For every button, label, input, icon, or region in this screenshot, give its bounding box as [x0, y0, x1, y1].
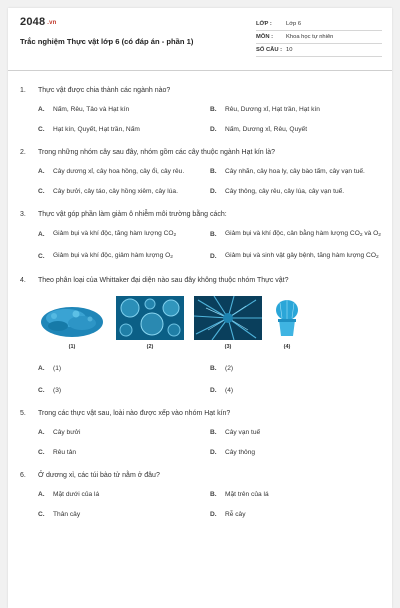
page-header: [8, 8, 392, 70]
image-3: (3): [194, 296, 262, 350]
option-c[interactable]: C. Rêu tản: [38, 449, 77, 456]
option-b[interactable]: B. Mặt trên của lá: [210, 491, 269, 498]
option-a[interactable]: A. (1): [38, 365, 62, 372]
question-number: 6.: [20, 472, 26, 479]
option-c[interactable]: C. Hạt kín, Quyết, Hạt trần, Nấm: [38, 126, 140, 133]
question-number: 1.: [20, 87, 26, 94]
question-text: Theo phân loại của Whittaker đại diện nào sau đây không thuộc nhóm Thực vật?: [38, 277, 289, 284]
option-d[interactable]: D. Giảm bụi và sinh vật gây bệnh, tăng hàm lượng $CO_2$: [210, 252, 379, 260]
meta-row-subject: MÔN : Khoa học tự nhiên: [256, 31, 382, 44]
question-number: 3.: [20, 211, 26, 218]
option-d[interactable]: D. Cây thông: [210, 449, 256, 456]
option-a[interactable]: A. Nấm, Rêu, Tảo và Hạt kín: [38, 106, 130, 113]
question-4: [20, 276, 380, 395]
option-d[interactable]: D. Rễ cây: [210, 511, 246, 518]
image-2: (2): [116, 296, 184, 350]
option-b[interactable]: B. Rêu, Dương xỉ, Hạt trần, Hạt kín: [210, 106, 320, 113]
option-a[interactable]: A. Mặt dưới của lá: [38, 491, 100, 498]
option-d[interactable]: D. (4): [210, 387, 234, 394]
question-1: [20, 86, 380, 134]
question-2: [20, 148, 380, 196]
question-text: Thực vật được chia thành các ngành nào?: [38, 87, 171, 94]
question-6: [20, 471, 380, 519]
site-logo[interactable]: 2048 .vn: [20, 16, 57, 28]
image-1: (1): [38, 296, 106, 350]
meta-row-class: LỚP : Lớp 6: [256, 18, 382, 31]
option-c[interactable]: C. Giảm bụi và khí độc, giảm hàm lượng $O_2$: [38, 252, 173, 260]
option-b[interactable]: B. Cây nhãn, cây hoa ly, cây bào tấm, cây vạn tuế.: [210, 168, 365, 175]
question-5: [20, 409, 380, 457]
algae-cells-image: [116, 296, 184, 340]
option-c[interactable]: C. Thân cây: [38, 511, 81, 518]
document-page: [8, 8, 392, 608]
question-text: Thực vật góp phần làm giảm ô nhiễm môi trường bằng cách:: [38, 211, 227, 218]
potted-cactus-image: [272, 296, 302, 340]
spiky-plant-image: [194, 296, 262, 340]
option-b[interactable]: B. (2): [210, 365, 234, 372]
question-list: [20, 86, 380, 533]
question-3: [20, 210, 380, 262]
page-title: Trắc nghiệm Thực vật lớp 6 (có đáp án - phần 1): [20, 37, 194, 46]
image-4: (4): [272, 296, 302, 350]
option-c[interactable]: C. (3): [38, 387, 62, 394]
header-divider: [8, 70, 392, 71]
option-b[interactable]: B. Giảm bụi và khí độc, cân bằng hàm lượng $CO_2$ và $O_2$: [210, 230, 381, 238]
image-row: [38, 296, 380, 350]
option-a[interactable]: A. Giảm bụi và khí độc, tăng hàm lượng $CO_2$: [38, 230, 177, 238]
question-text: Trong những nhóm cây sau đây, nhóm gồm các cây thuộc ngành Hạt kín là?: [38, 149, 275, 156]
option-c[interactable]: C. Cây bưởi, cây táo, cây hồng xiêm, cây lúa.: [38, 188, 178, 195]
question-text: Trong các thực vật sau, loài nào được xếp vào nhóm Hạt kín?: [38, 410, 231, 417]
option-a[interactable]: A. Cây dương xỉ, cây hoa hồng, cây ổi, cây rêu.: [38, 168, 185, 175]
option-b[interactable]: B. Cây vạn tuế: [210, 429, 261, 436]
option-d[interactable]: D. Cây thông, cây rêu, cây lúa, cây vạn tuế.: [210, 188, 345, 195]
option-a[interactable]: A. Cây bưởi: [38, 429, 81, 436]
question-number: 4.: [20, 277, 26, 284]
option-d[interactable]: D. Nấm, Dương xỉ, Rêu, Quyết: [210, 126, 308, 133]
question-number: 5.: [20, 410, 26, 417]
question-text: Ở dương xỉ, các túi bào tử nằm ở đâu?: [38, 472, 160, 479]
meta-row-count: SỐ CÂU : 10: [256, 44, 382, 57]
meta-info: [256, 18, 382, 57]
question-number: 2.: [20, 149, 26, 156]
blue-moss-image: [38, 296, 106, 340]
